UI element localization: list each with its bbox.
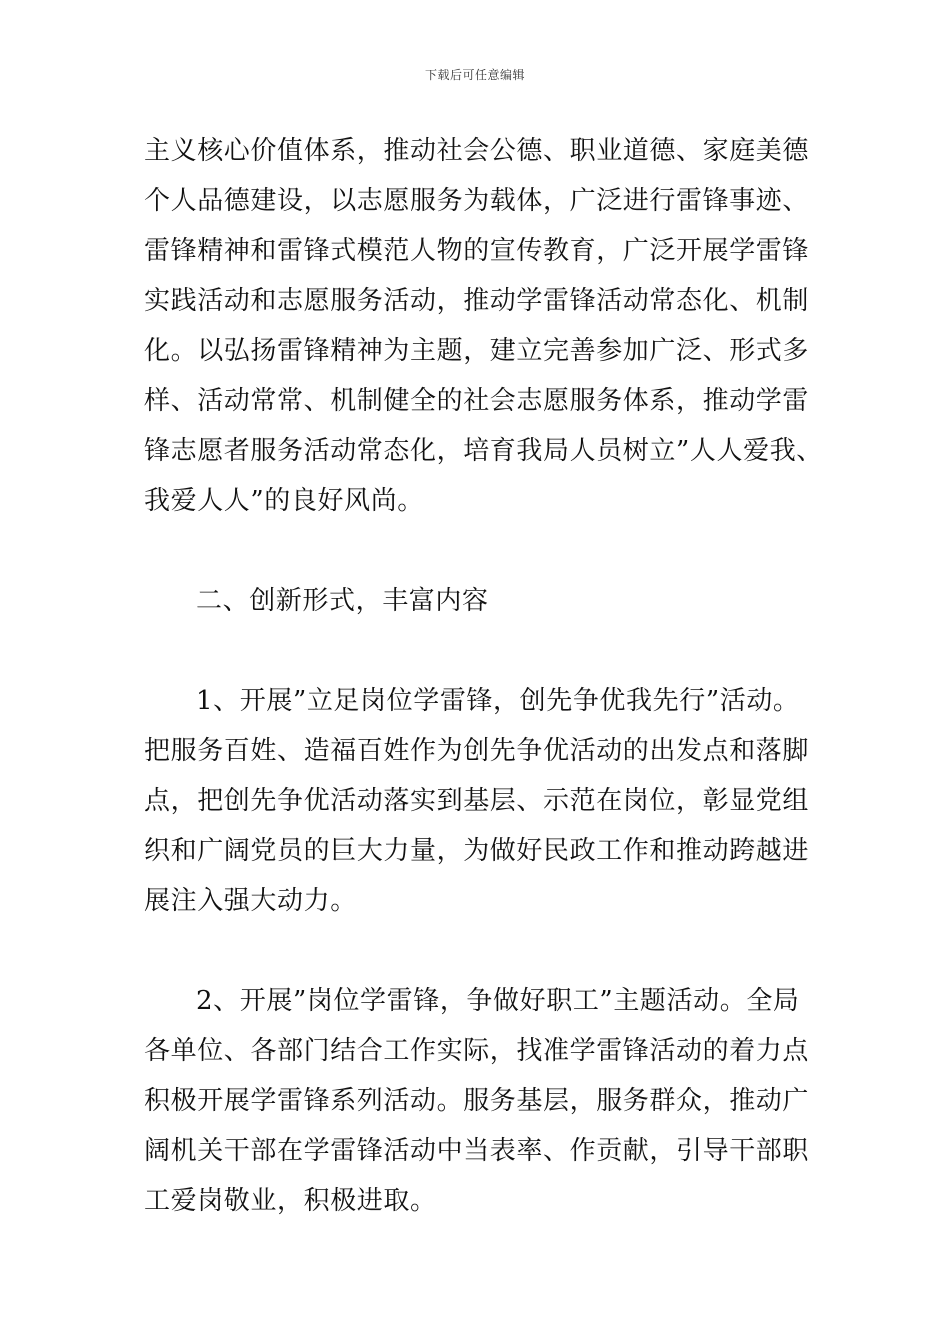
text-line: 主义核心价值体系，推动社会公德、职业道德、家庭美德 <box>144 136 810 166</box>
text-line: 点，把创先争优活动落实到基层、示范在岗位，彰显党组 <box>144 786 810 816</box>
section-heading: 二、创新形式，丰富内容 <box>196 586 489 616</box>
document-body <box>144 126 823 1226</box>
text-line: 阔机关干部在学雷锋活动中当表率、作贡献，引导干部职 <box>144 1136 810 1166</box>
text-line: 织和广阔党员的巨大力量，为做好民政工作和推动跨越进 <box>144 836 810 866</box>
paragraph-core-values <box>144 126 823 526</box>
text-line: 各单位、各部门结合工作实际，找准学雷锋活动的着力点 <box>144 1036 810 1066</box>
text-line: 实践活动和志愿服务活动，推动学雷锋活动常态化、机制 <box>144 286 810 316</box>
paragraph-spacer <box>144 526 814 576</box>
text-line: 我爱人人”的良好风尚。 <box>144 486 424 516</box>
paragraph-item-2 <box>144 976 814 1226</box>
text-line: 化。以弘扬雷锋精神为主题，建立完善参加广泛、形式多 <box>144 336 810 366</box>
page-header-note: 下载后可任意编辑 <box>424 68 525 82</box>
paragraph-item-1 <box>144 676 814 926</box>
text-line: 2、开展”岗位学雷锋，争做好职工”主题活动。全局 <box>196 986 800 1016</box>
paragraph-spacer <box>144 626 814 676</box>
text-line: 个人品德建设，以志愿服务为载体，广泛进行雷锋事迹、 <box>144 186 810 216</box>
text-line: 雷锋精神和雷锋式模范人物的宣传教育，广泛开展学雷锋 <box>144 236 810 266</box>
text-line: 积极开展学雷锋系列活动。服务基层，服务群众，推动广 <box>144 1086 810 1116</box>
paragraph-spacer <box>144 926 814 976</box>
text-line: 锋志愿者服务活动常态化，培育我局人员树立”人人爱我、 <box>144 436 823 466</box>
text-line: 1、开展”立足岗位学雷锋，创先争优我先行”活动。 <box>196 686 800 716</box>
text-line: 工爱岗敬业，积极进取。 <box>144 1186 437 1216</box>
text-line: 样、活动常常、机制健全的社会志愿服务体系，推动学雷 <box>144 386 810 416</box>
text-line: 把服务百姓、造福百姓作为创先争优活动的出发点和落脚 <box>144 736 810 766</box>
text-line: 展注入强大动力。 <box>144 886 357 916</box>
